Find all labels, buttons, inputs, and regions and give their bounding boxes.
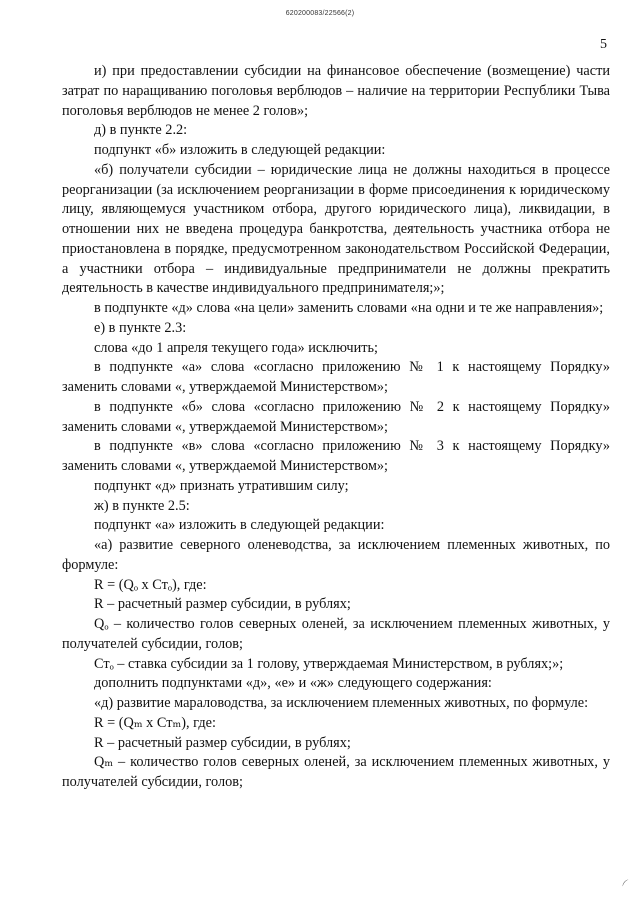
paragraph: е) в пункте 2.3: [94, 319, 187, 336]
paragraph: д) в пункте 2.2: [94, 122, 188, 139]
scan-mark: ⌒ [621, 878, 635, 892]
paragraph: подпункт «д» признать утратившим силу; [94, 477, 349, 494]
paragraph: подпункт «б» изложить в следующей редакции: [94, 142, 386, 158]
paragraph: в подпункте «в» слова «согласно приложению № 3 к настоящему Порядку» заменить словами «, утверждаемой Министерством»; [62, 438, 610, 474]
paragraph: R – расчетный размер субсидии, в рублях; [94, 596, 351, 613]
paragraph: дополнить подпунктами «д», «е» и «ж» следующего содержания: [94, 675, 492, 692]
paragraph: «б) получатели субсидии – юридические лица не должны находиться в процессе реорганизации (за исключением реорганизации в форме присоединения к юридическому лицу, являющемуся участником отбора, другого юридического лица), ликвидации, в отношении них не введена процедура банкротства, деятельность участника отбора не приостановлена в порядке, предусмотренном законодательством Российской Федерации, а участники отбора – индивидуальные предприниматели не должны прекратить деятельность в качестве индивидуального предпринимателя;»; [62, 161, 610, 297]
document-body [62, 62, 610, 793]
paragraph: в подпункте «а» слова «согласно приложению № 1 к настоящему Порядку» заменить словами «, утверждаемой Министерством»; [62, 359, 610, 395]
paragraph: ж) в пункте 2.5: [94, 497, 190, 514]
paragraph: Qₒ – количество голов северных оленей, за исключением племенных животных, у получателей субсидии, голов; [62, 616, 610, 652]
formula: R = (Qₘ х Стₘ), где: [94, 714, 216, 731]
paragraph: «д) развитие мараловодства, за исключением племенных животных, по формуле: [94, 695, 589, 711]
paragraph: и) при предоставлении субсидии на финансовое обеспечение (возмещение) части затрат по наращиванию поголовья верблюдов – наличие на территории Республики Тыва поголовья верблюдов не менее 2 голов»; [62, 63, 610, 119]
formula: R = (Qₒ х Стₒ), где: [94, 576, 207, 593]
document-id: 620200083/22566(2) [285, 10, 355, 17]
paragraph: R – расчетный размер субсидии, в рублях; [94, 734, 351, 751]
paragraph: в подпункте «б» слова «согласно приложению № 2 к настоящему Порядку» заменить словами «, утверждаемой Министерством»; [62, 398, 610, 435]
paragraph: Стₒ – ставка субсидии за 1 голову, утверждаемая Министерством, в рублях;»; [94, 655, 564, 672]
paragraph: «а) развитие северного оленеводства, за исключением племенных животных, по формуле: [62, 537, 610, 573]
paragraph: подпункт «а» изложить в следующей редакции: [94, 517, 385, 534]
paragraph: слова «до 1 апреля текущего года» исключить; [94, 339, 379, 356]
page-number: 5 [600, 37, 607, 52]
paragraph: Qₘ – количество голов северных оленей, за исключением племенных животных, у получателей субсидии, голов; [62, 754, 610, 790]
paragraph: в подпункте «д» слова «на цели» заменить словами «на одни и те же направления»; [94, 300, 604, 316]
